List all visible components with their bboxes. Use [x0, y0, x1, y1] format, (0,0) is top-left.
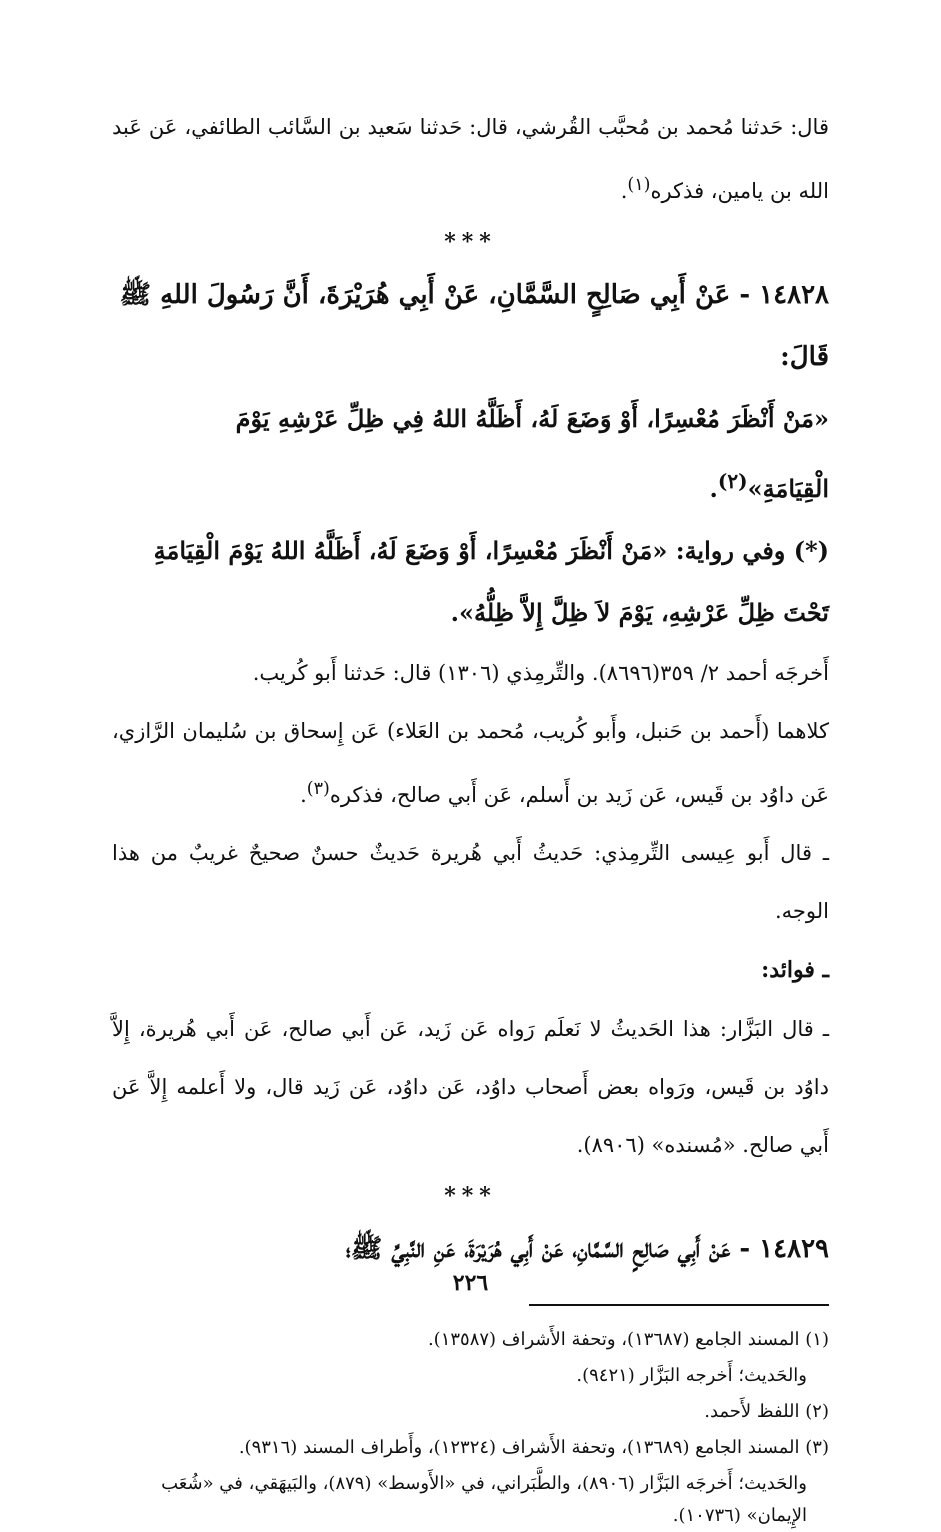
footnote-ref[interactable]: (٢): [717, 469, 748, 493]
footnotes: [112, 1324, 829, 1532]
hadith-14828-text: [112, 388, 829, 520]
tirmidhi-grading: ـ قال أَبو عِيسى التِّرمِذي: حَديثُ أَبي هُريرة حَديثٌ حسنٌ صحيحٌ غريبٌ من هذا الوجه.: [112, 841, 829, 923]
footnote-ref[interactable]: (١): [627, 175, 651, 195]
text-span: .: [620, 179, 628, 203]
hadith-14828-alt-narration: (*) وفي رواية: «مَنْ أَنْظَرَ مُعْسِرًا، أَوْ وَضَعَ لَهُ، أَظَلَّهُ اللهُ يَوْمَ الْقِيَامَةِ تَحْتَ ظِلِّ عَرْشِهِ، يَوْمَ لاَ ظِلَّ إِلاَّ ظِلُّهُ».: [153, 536, 829, 627]
hadith-14829-heading: ١٤٨٢٩ - عَنْ أَبِي صَالِحٍ السَّمَّانِ، عَنْ أَبِي هُرَيْرَةَ، عَنِ النَّبِيِّ ﷺ؛: [345, 1234, 829, 1264]
text-span: كلاهما (أَحمد بن حَنبل، وأَبو كُريب، مُحمد بن العَلاء) عَن إِسحاق بن سُليمان الرَّازي، عَن داوُد بن قَيس، عَن زَيد بن أَسلم، عَن أَبي صالح، فذكره: [112, 719, 829, 807]
bazzar-note: ـ قال البَزَّار: هذا الحَديثُ لا نَعلَم رَواه عَن زَيد، عَن أَبي صالح، عَن أَبي هُريرة، إِلاَّ داوُد بن قَيس، ورَواه بعض أَصحاب داوُد، عَن داوُد، عَن زَيد قال، ولا أَعلمه إِلاَّ عَن أَبي صالح. «مُسنده» (٨٩٠٦).: [112, 1017, 829, 1157]
text-span: قال: حَدثنا مُحمد بن مُحبَّب القُرشي، قال: حَدثنا سَعيد بن السَّائب الطائفي، عَن عَبد الله بن يامين، فذكره: [112, 115, 829, 203]
section-separator: ***: [444, 1183, 497, 1209]
fawaid-heading: ـ فوائد:: [761, 957, 829, 983]
text-span: «مَنْ أَنْظَرَ مُعْسِرًا، أَوْ وَضَعَ لَهُ، أَظَلَّهُ اللهُ فِي ظِلِّ عَرْشِهِ يَوْمَ الْقِيَامَةِ»: [235, 404, 829, 503]
footnote-2: (٢) اللفظ لأَحمد.: [704, 1401, 829, 1422]
footnote-1-cont: والحَديث؛ أَخرجه البَزَّار (٩٤٢١).: [576, 1365, 807, 1386]
footnote-3-cont: والحَديث؛ أَخرجَه البَزَّار (٨٩٠٦)، والطَّبَراني، في «الأَوسط» (٨٧٩)، والبَيهَقي، في «شُعَب الإِيمان» (١٠٧٣٦).: [161, 1473, 807, 1526]
footnote-ref[interactable]: (٣): [306, 779, 330, 799]
takhrij-line: أَخرجَه أحمد ٢/ ٣٥٩(٨٦٩٦). والتِّرمِذي (١٣٠٦) قال: حَدثنا أَبو كُريب.: [252, 661, 829, 685]
footnote-3: (٣) المسند الجامع (١٣٦٨٩)، وتحفة الأَشراف (١٢٣٢٤)، وأَطراف المسند (٩٣١٦).: [238, 1437, 829, 1458]
hadith-14828-heading: ١٤٨٢٨ - عَنْ أَبِي صَالِحٍ السَّمَّانِ، عَنْ أَبِي هُرَيْرَةَ، أَنَّ رَسُولَ اللهِ ﷺ قَالَ:: [119, 280, 829, 372]
text-span: .: [709, 474, 718, 503]
section-separator: ***: [444, 229, 497, 255]
footnote-divider: [529, 1304, 829, 1306]
paragraph-chain-end: [112, 98, 829, 220]
takhrij-chain: [112, 702, 829, 824]
text-span: .: [300, 783, 307, 807]
page-number: ٢٢٦: [452, 1270, 489, 1296]
footnote-1: (١) المسند الجامع (١٣٦٨٧)، وتحفة الأَشراف (١٣٥٨٧).: [427, 1329, 829, 1350]
